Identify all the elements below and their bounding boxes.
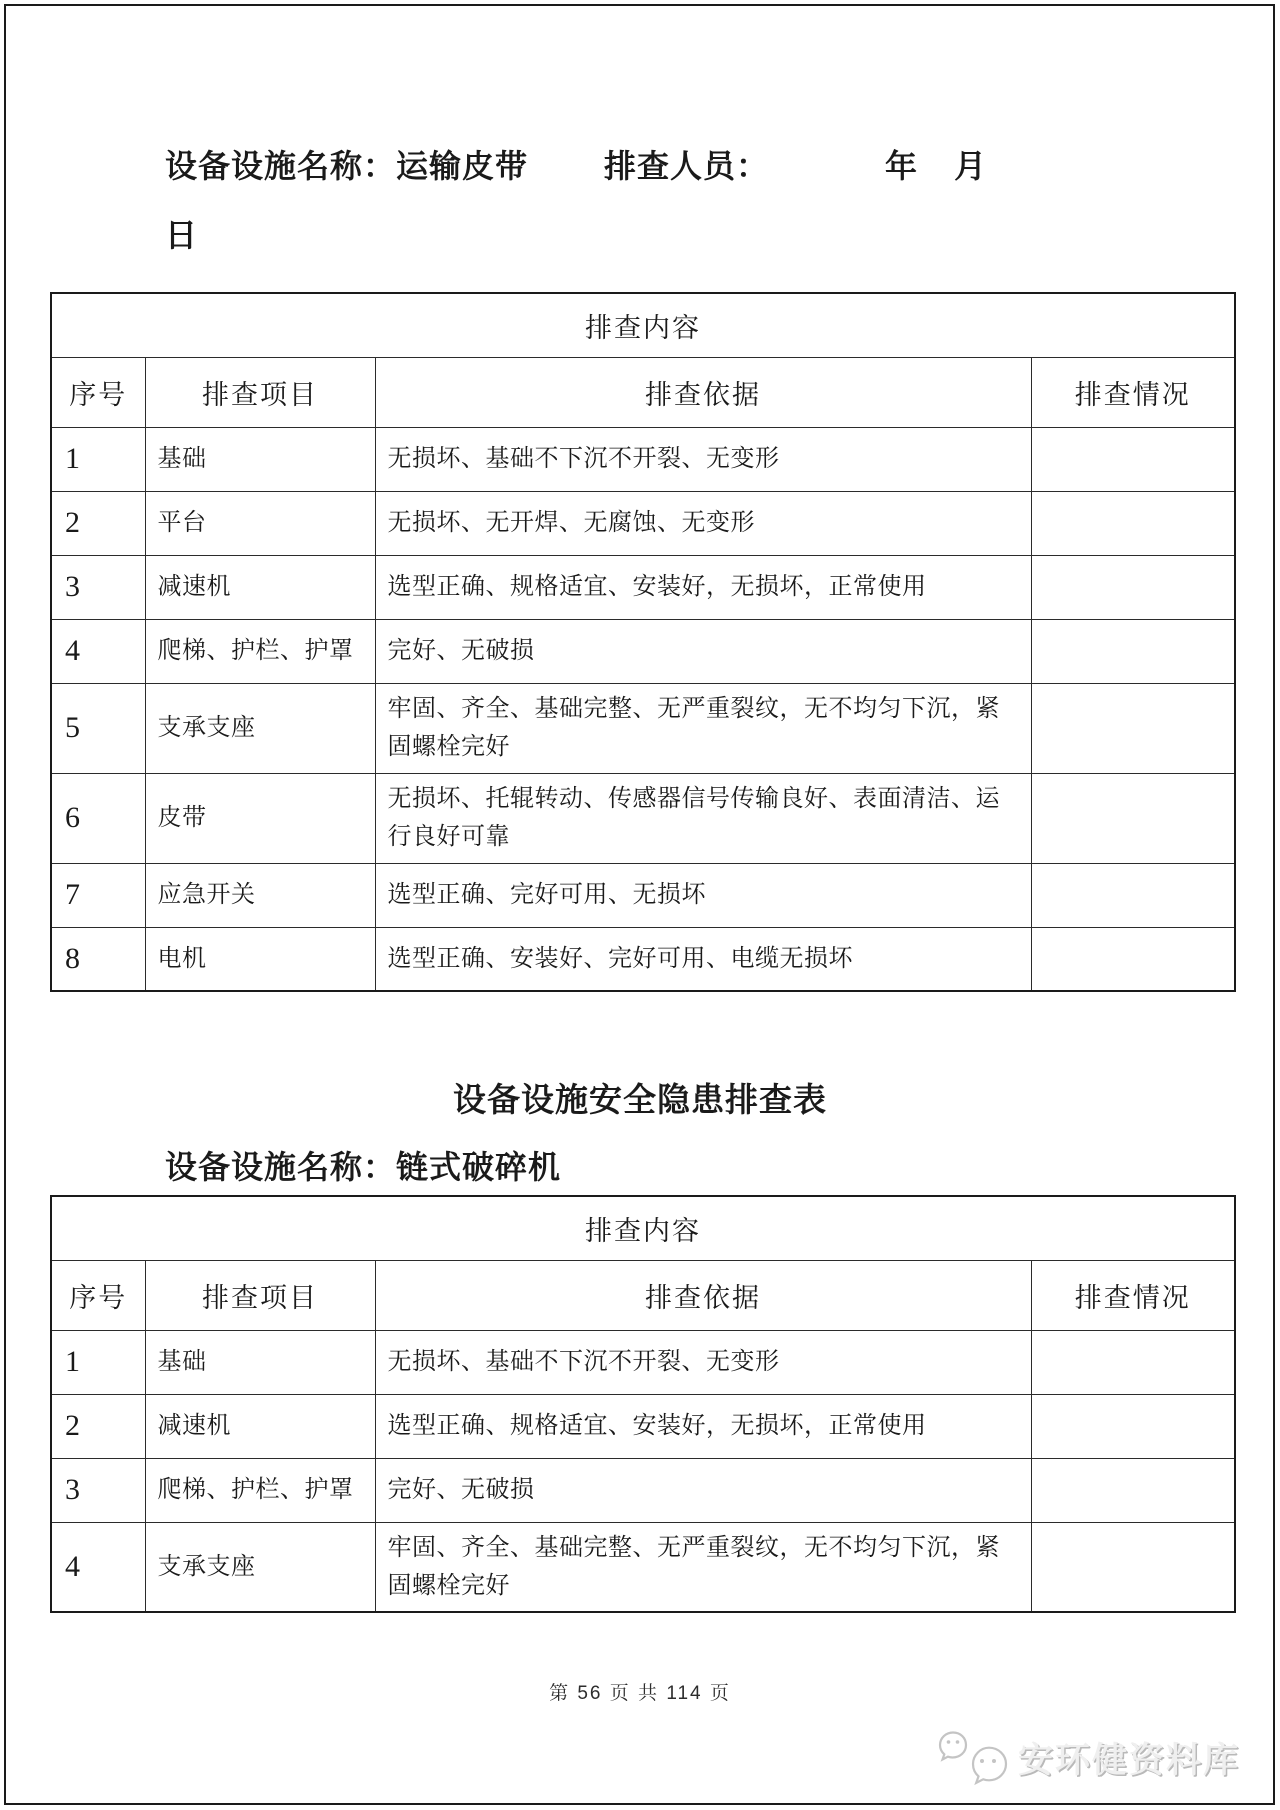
inspection-table-belt [50, 292, 1236, 992]
row-item: 支承支座 [145, 683, 375, 773]
row-no: 3 [51, 555, 145, 619]
table-row [51, 773, 1235, 863]
table-content-header-row [51, 1196, 1235, 1260]
row-item: 应急开关 [145, 863, 375, 927]
row-basis: 无损坏、托辊转动、传感器信号传输良好、表面清洁、运行良好可靠 [375, 773, 1031, 863]
row-basis: 无损坏、基础不下沉不开裂、无变形 [375, 1330, 1031, 1394]
row-basis: 完好、无破损 [375, 1458, 1031, 1522]
row-status [1031, 1394, 1235, 1458]
inspector-label: 排查人员： [604, 148, 770, 184]
month-label: 月 [954, 148, 988, 184]
row-basis: 选型正确、规格适宜、安装好，无损坏，正常使用 [375, 1394, 1031, 1458]
row-item: 基础 [145, 427, 375, 491]
row-item: 支承支座 [145, 1522, 375, 1612]
row-no: 3 [51, 1458, 145, 1522]
row-item: 皮带 [145, 773, 375, 863]
table-row [51, 555, 1235, 619]
row-status [1031, 927, 1235, 991]
row-item: 平台 [145, 491, 375, 555]
row-status [1031, 683, 1235, 773]
row-status [1031, 773, 1235, 863]
col-header-item: 排查项目 [145, 1260, 375, 1330]
col-header-basis: 排查依据 [375, 1260, 1031, 1330]
row-status [1031, 491, 1235, 555]
col-header-no: 序号 [51, 1260, 145, 1330]
row-item: 爬梯、护栏、护罩 [145, 619, 375, 683]
row-no: 6 [51, 773, 145, 863]
row-basis: 选型正确、完好可用、无损坏 [375, 863, 1031, 927]
row-no: 4 [51, 619, 145, 683]
page-number: 第 56 页 共 114 页 [549, 1683, 731, 1704]
table-row [51, 863, 1235, 927]
row-no: 2 [51, 1394, 145, 1458]
col-header-no: 序号 [51, 357, 145, 427]
row-no: 7 [51, 863, 145, 927]
row-status [1031, 863, 1235, 927]
device-name-label-2: 设备设施名称： [165, 1149, 397, 1185]
row-no: 4 [51, 1522, 145, 1612]
table-content-header-row [51, 293, 1235, 357]
table-row [51, 619, 1235, 683]
row-status [1031, 427, 1235, 491]
col-header-basis: 排查依据 [375, 357, 1031, 427]
row-basis: 牢固、齐全、基础完整、无严重裂纹，无不均匀下沉，紧固螺栓完好 [375, 683, 1031, 773]
row-item: 减速机 [145, 555, 375, 619]
table-row [51, 1330, 1235, 1394]
table-column-header-row [51, 1260, 1235, 1330]
day-label: 日 [165, 217, 198, 253]
content-header-cell: 排查内容 [51, 293, 1235, 357]
row-no: 5 [51, 683, 145, 773]
row-item: 减速机 [145, 1394, 375, 1458]
row-no: 2 [51, 491, 145, 555]
table-row [51, 927, 1235, 991]
row-no: 1 [51, 1330, 145, 1394]
row-basis: 牢固、齐全、基础完整、无严重裂纹，无不均匀下沉，紧固螺栓完好 [375, 1522, 1031, 1612]
row-status [1031, 1330, 1235, 1394]
year-label: 年 [885, 148, 919, 184]
table-column-header-row [51, 357, 1235, 427]
inspection-table-crusher [50, 1195, 1236, 1613]
device-name-label: 设备设施名称： [165, 148, 397, 184]
row-status [1031, 1458, 1235, 1522]
row-item: 基础 [145, 1330, 375, 1394]
table-row [51, 1394, 1235, 1458]
row-basis: 完好、无破损 [375, 619, 1031, 683]
table-row [51, 427, 1235, 491]
device-name-value: 运输皮带 [396, 148, 529, 184]
device-heading-1 [165, 141, 987, 187]
table-row [51, 1522, 1235, 1612]
row-basis: 无损坏、无开焊、无腐蚀、无变形 [375, 491, 1031, 555]
row-no: 8 [51, 927, 145, 991]
col-header-status: 排查情况 [1031, 1260, 1235, 1330]
device-name-value-2: 链式破碎机 [396, 1149, 562, 1185]
row-basis: 选型正确、规格适宜、安装好，无损坏，正常使用 [375, 555, 1031, 619]
row-no: 1 [51, 427, 145, 491]
table-row [51, 491, 1235, 555]
row-basis: 无损坏、基础不下沉不开裂、无变形 [375, 427, 1031, 491]
wechat-icon [936, 1728, 1010, 1788]
row-item: 爬梯、护栏、护罩 [145, 1458, 375, 1522]
table-row [51, 1458, 1235, 1522]
row-basis: 选型正确、安装好、完好可用、电缆无损坏 [375, 927, 1031, 991]
row-item: 电机 [145, 927, 375, 991]
content-header-cell: 排查内容 [51, 1196, 1235, 1260]
row-status [1031, 1522, 1235, 1612]
row-status [1031, 555, 1235, 619]
section-title: 设备设施安全隐患排查表 [453, 1083, 827, 1119]
row-status [1031, 619, 1235, 683]
watermark [936, 1728, 1240, 1788]
watermark-text: 安环健资料库 [1017, 1741, 1240, 1780]
table-row [51, 683, 1235, 773]
device-heading-2 [165, 1142, 561, 1188]
col-header-status: 排查情况 [1031, 357, 1235, 427]
col-header-item: 排查项目 [145, 357, 375, 427]
